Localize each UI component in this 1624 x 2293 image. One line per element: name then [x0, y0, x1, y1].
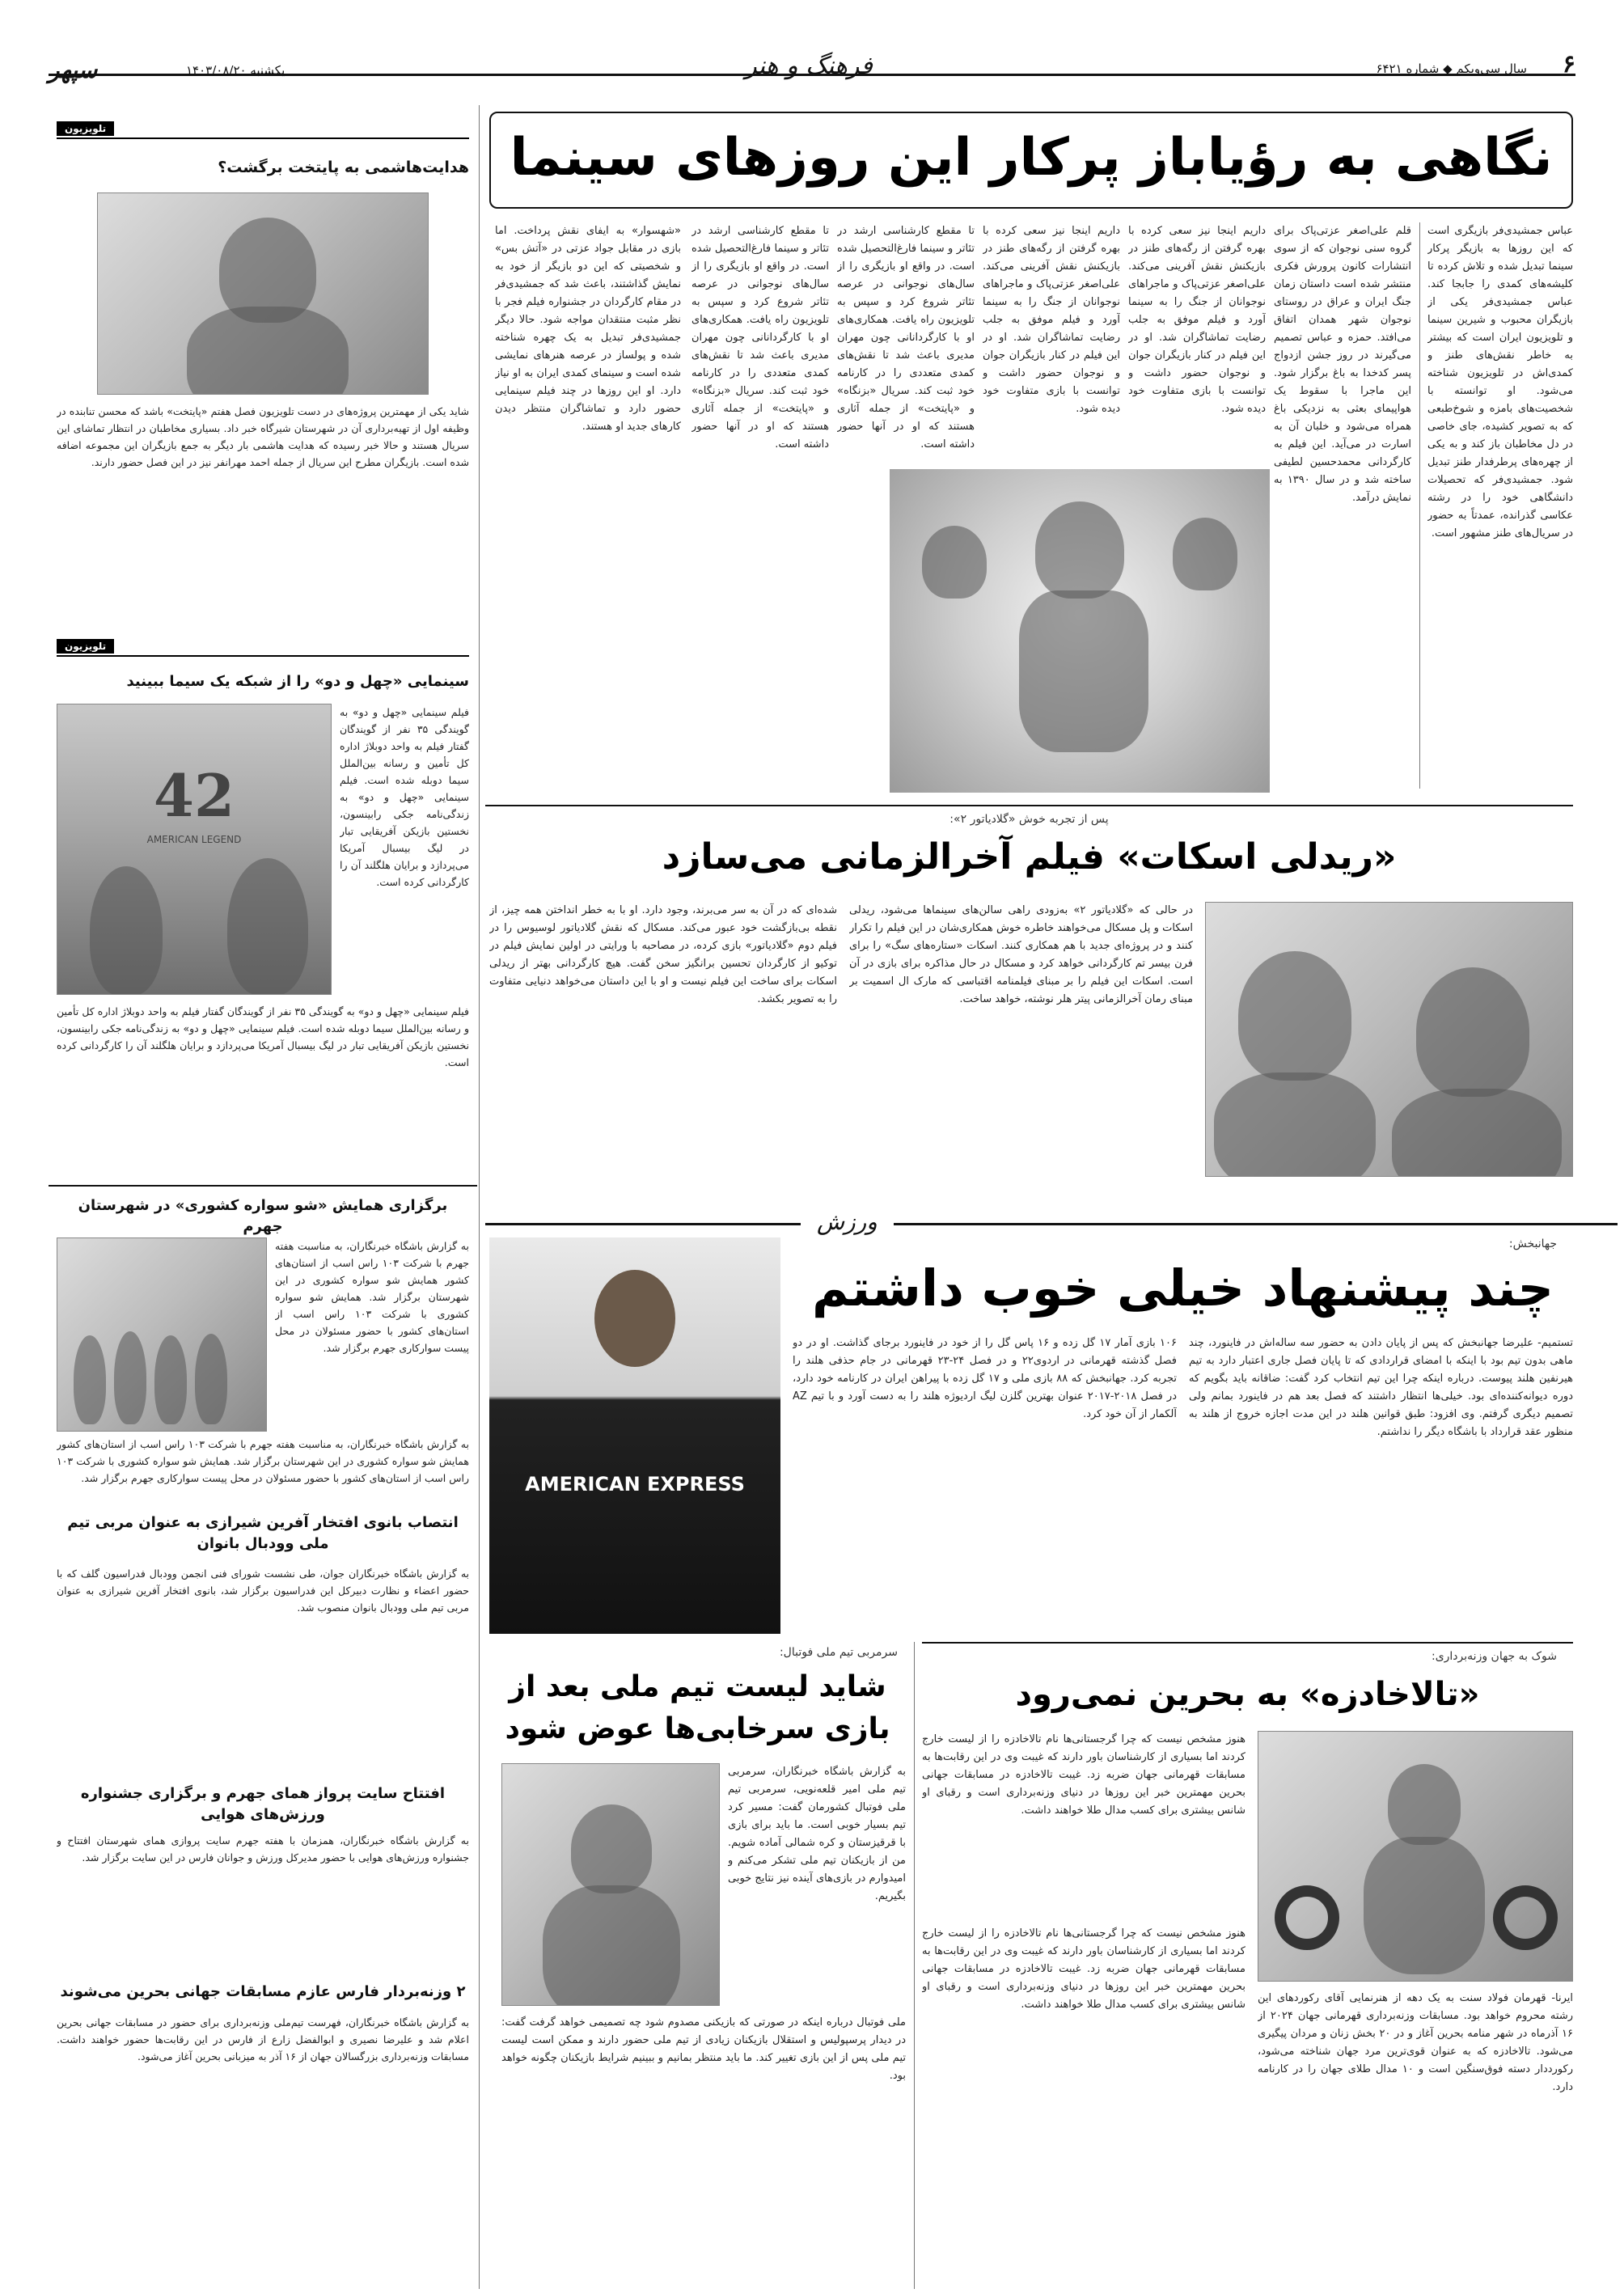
- s2-body: به گزارش باشگاه خبرنگاران جوان، طی نشست شورای فنی انجمن وودبال فدراسیون گلف که با حضور اعضاء و نظارت دبیرکل این فدراسیون برگزار شد، بانوی افتخار آفرین شیرازی به عنوان مربی تیم ملی وودبال بانوان منصوب شد.: [57, 1567, 469, 1614]
- tv2-body-side: فیلم سینمایی «چهل و دو» به گویندگی ۳۵ نفر از گویندگان گفتار فیلم به واحد دوبلاژ اداره کل تأمین و رسانه بین‌الملل سیما دوبله شده است. فیلم سینمایی «چهل و دو» به زندگی‌نامه جکی رابینسون، نخستین بازیکن آفریقایی تبار در لیگ بیسبال آمریکا می‌پردازد و برایان هلگلند آن را کارگردانی کرده است.: [340, 706, 469, 888]
- talakhadze-kicker: شوک به جهان وزنه‌برداری:: [1431, 1650, 1557, 1663]
- tv-badge: تلویزیون: [57, 639, 114, 654]
- s1-headline: برگزاری همایش «شو سواره کشوری» در شهرستان جهرم: [78, 1197, 448, 1235]
- actor-photo: [97, 192, 429, 395]
- movie-42-poster: [57, 704, 332, 995]
- tv2-headline: سینمایی «چهل و دو» را از شبکه یک سیما ببینید: [126, 673, 469, 690]
- s2-headline: انتصاب بانوی افتخار آفرین شیرازی به عنوان مربی تیم ملی وودبال بانوان: [67, 1514, 459, 1552]
- page-number: ۶: [1562, 50, 1575, 78]
- tv-badge-row-2: [57, 639, 469, 657]
- newspaper-logo: سپهر: [49, 57, 98, 83]
- ridley-mescal-photo: [1205, 902, 1573, 1177]
- film-poster-collage: [890, 469, 1270, 793]
- jersey-sponsor: AMERICAN EXPRESS: [525, 1473, 745, 1496]
- main-col-6: «شهسوار» به ایفای نقش پرداخت. اما بازی در مقابل جواد عزتی در «آتش بس» و شخصیتی که این دو بازیگر از خود به نمایش گذاشتند، باعث شد که جمشیدی‌فر در مقام کارگردان در جشنواره فیلم فجر با نظر مثبت منتقدان مواجه شود. حالا دیگر جمشیدی‌فر تبدیل به یک چهره شناخته شده و پولساز در عرصه هنرهای نمایشی شده است و سینمای کمدی ایران به او نیاز دارد. او این روزها در چند فیلم سینمایی حضور دارد و تماشاگران منتظر دیدن کارهای جدید او هستند.: [495, 225, 681, 433]
- sports-banner: [49, 1208, 1575, 1235]
- main-col-3: داریم اینجا نیز سعی کرده با بهره گرفتن از رگه‌های طنز در بازیکنش نقش آفرینی می‌کند. علی‌اصغر عزتی‌پاک و ماجراهای نوجوانان از جنگ را به سینما آورد و فیلم موفق به جلب رضایت تماشاگران شد. او در این فیلم در کنار بازیگران جوان و نوجوان حضور داشت و توانست با بازی متفاوت خود دیده شود.: [1128, 225, 1266, 415]
- main-col-4: تا مقطع کارشناسی ارشد در تئاتر و سینما فارغ‌التحصیل شده است. در واقع او بازیگری را از سال‌های نوجوانی در عرصه تئاتر شروع کرد و سپس به تلویزیون راه یافت. همکاری‌های او با کارگردانانی چون مهران مدیری باعث شد تا نقش‌های کمدی متعددی را در کارنامه خود ثبت کند. سریال «بزنگاه» و «پایتخت» از جمله آثاری هستند که او در آنها حضور داشته است.: [837, 225, 975, 451]
- tv1-body: شاید یکی از مهمترین پروژه‌های در دست تلویزیون فصل هفتم «پایتخت» باشد که محسن تنابنده در وظیفه اول از تهیه‌برداری آن در شهرستان شیرگاه خبر داد. بسیاری مخاطبان در انتظار تماشای این سریال هستند و حالا خبر رسیده که هدایت هاشمی بار دیگر به جمع بازیگران این مجموعه اضافه شده است. بازیگران مطرح این سریال از جمله احمد مهرانفر نیز در این فصل حضور دارند.: [57, 405, 469, 468]
- ridley-col-1: در حالی که «گلادیاتور ۲» به‌زودی راهی سالن‌های سینما‌ها می‌شود، ریدلی اسکات و پل مسکال می‌خواهند خاطره خوش همکاری‌شان در این فیلم را تکرار کنند و در پروژه‌ای جدید با هم همکاری کنند. اسکات «ستاره‌های سگ» را برای فرن بیسر تم کارگردانی خواهد کرد و مسکال در حال مذاکره برای بازی در آن است. اسکات این فیلم را بر مبنای فیلمنامه اقتباسی که مارک ال اسمیت بر مبنای رمان آخرالزمانی پیتر هلر نوشته، خواهد ساخت.: [849, 904, 1193, 1005]
- main-col-2: قلم علی‌اصغر عزتی‌پاک برای گروه سنی نوجوان که از سوی انتشارات کانون پرورش فکری منتشر شده است داستان زمان جنگ ایران و عراق در روستای نوجوان شهر همدان اتفاق می‌افتد. حمزه و عباس تصمیم می‌گیرند در روز جشن ازدواج پسر کدخدا به باغ برگزار شود. این ماجرا با سقوط یک هواپیمای بعثی به نزدیکی باغ همراه می‌شود و خلبان آن به اسارت در می‌آید. این فیلم به کارگردانی محمدحسین لطیفی ساخته شد و در سال ۱۳۹۰ به نمایش درآمد.: [1274, 225, 1411, 504]
- tv2-body: فیلم سینمایی «چهل و دو» به گویندگی ۳۵ نفر از گویندگان گفتار فیلم به واحد دوبلاژ اداره کل تأمین و رسانه بین‌الملل سیما دوبله شده است. فیلم سینمایی «چهل و دو» به زندگی‌نامه جکی رابینسون، نخستین بازیکن آفریقایی تبار در لیگ بیسبال آمریکا می‌پردازد و برایان هلگلند آن را کارگردانی کرده است.: [57, 1005, 469, 1068]
- section-title: فرهنگ و هنر: [745, 52, 873, 80]
- issue-date: یکشنبه ۱۴۰۳/۰۸/۲۰: [186, 63, 285, 78]
- jahanbakhsh-col-1: تستمیم- علیرضا جهانبخش که پس از پایان دادن به حضور سه ساله‌اش در فاینورد، چند ماهی بدون تیم بود با اینکه با امضای قراردادی که تا پایان فصل جاری اعتبار دارد به تیم هیرنفین هلند پیوست. درباره اینکه چرا این تیم انتخاب کرد گفت: ضاقانه باید بگویم که دوره دیوانه‌کننده‌ای بود. خیلی‌ها انتظار داشتند که فصل بعد هم در فاینورد بمانم ولی تصمیم دیگری گرفتم. وی افزود: طبق قوانین هلند در این مدت اجازه خروج از هلند به منظور عقد قرارداد با باشگاه دیگر را نداشتم.: [1189, 1337, 1573, 1438]
- sports-rule: [485, 1223, 1618, 1225]
- poster-caption: AMERICAN LEGEND: [146, 834, 242, 845]
- section-rule: [485, 805, 1573, 806]
- football-headline: شاید لیست تیم ملی بعد از بازی سرخابی‌ها عوض شود: [505, 1670, 890, 1745]
- col-rule: [1419, 222, 1420, 789]
- s1-body: به گزارش باشگاه خبرنگاران، به مناسبت هفته جهرم با شرکت ۱۰۳ راس اسب از استان‌های کشور همایش شو سواره کشوری در این شهرستان برگزار شد. همایش شو سواره کشوری با شرکت ۱۰۳ راس اسب از استان‌های کشور با حضور مسئولان در محل پیست سوارکاری جهرم برگزار شد.: [57, 1438, 469, 1484]
- s4-headline: ۲ وزنه‌بردار فارس عازم مسابقات جهانی بحرین می‌شوند: [60, 1983, 466, 2000]
- s4-body: به گزارش باشگاه خبرنگاران، فهرست تیم‌ملی وزنه‌برداری برای حضور در مسابقات جهانی بحرین اعلام شد و علیرضا نصیری و ابوالفضل زارع از فارس در این رقابت‌ها حضور خواهند داشت. مسابقات وزنه‌برداری بزرگسالان جهان از ۱۶ آذر به میزبانی بحرین آغاز می‌شود.: [57, 2016, 469, 2062]
- s3-body: به گزارش باشگاه خبرنگاران، همزمان با هفته جهرم سایت پروازی همای شهرستان افتتاح و جشنواره ورزش‌های هوایی با حضور مدیرکل ورزش و جوانان فارس در این سایت برگزار شد.: [57, 1834, 469, 1864]
- jahanbakhsh-headline: چند پیشنهاد خیلی خوب داشتم: [811, 1259, 1554, 1318]
- ridley-col-2: شده‌ای که در آن به سر می‌برند، وجود دارد. او با به خطر انداختن همه چیز، از نقطه بی‌بازگشت خود عبور می‌کند. مسکال که نقش گلادیاتور لوسیوس را در فیلم دوم «گلادیاتور» بازی کرده، در مصاحبه با ورایتی در اولین نمایش فیلم در توکیو از کارگردان تحسین برانگیز سخن گفت. هیچ کارگردانی بهتر از ریدلی اسکات برای ساخت این فیلم نیست و او با این داستان می‌خواهد دنیایی متفاوت را به تصویر بکشد.: [489, 904, 837, 1005]
- section-rule: [922, 1642, 1573, 1644]
- tv1-headline: هدایت‌هاشمی به پایتخت برگشت؟: [218, 159, 469, 176]
- football-kicker: سرمربی تیم ملی فوتبال:: [779, 1646, 898, 1659]
- poster-number: 42: [153, 761, 235, 830]
- col-rule: [914, 1642, 915, 2289]
- main-col-3b: داریم اینجا نیز سعی کرده با بهره گرفتن از رگه‌های طنز در بازیکنش نقش آفرینی می‌کند. علی‌اصغر عزتی‌پاک و ماجراهای نوجوانان از جنگ را به سینما آورد و فیلم موفق به جلب رضایت تماشاگران شد. او در این فیلم در کنار بازیگران جوان و نوجوان حضور داشت و توانست با بازی متفاوت خود دیده شود.: [983, 225, 1120, 415]
- ridley-kicker: پس از تجربه خوش «گلادیاتور ۲»:: [949, 813, 1109, 826]
- s1-body-side: به گزارش باشگاه خبرنگاران، به مناسبت هفته جهرم با شرکت ۱۰۳ راس اسب از استان‌های کشور همایش شو سواره کشوری در این شهرستان برگزار شد. همایش شو سواره کشوری با شرکت ۱۰۳ راس اسب از استان‌های کشور با حضور مسئولان در محل پیست سوارکاری جهرم برگزار شد.: [275, 1240, 469, 1354]
- s3-headline: افتتاح سایت پرواز همای جهرم و برگزاری جشنواره ورزش‌های هوایی: [80, 1785, 446, 1823]
- sidebar-divider: [479, 105, 480, 2289]
- jahanbakhsh-photo: [489, 1237, 780, 1634]
- main-col-1: عباس جمشیدی‌فر بازیگری است که این روزها به بازیگر پرکار سینما تبدیل شده و تلاش کرده تا کلیشه‌های کمدی را جابجا کند. عباس جمشیدی‌فر یکی از بازیگران محبوب و شیرین سینما و تلویزیون ایران است که بیشتر به خاطر نقش‌های طنز و کمدی‌اش در تلویزیون شناخته می‌شود. او توانسته با شخصیت‌های بامزه و شوخ‌طبعی که به تصویر کشیده، جای خاصی در دل مخاطبان باز کند و به یکی از چهره‌های پرطرفدار طنز تبدیل شود. جمشیدی‌فر که تحصیلات دانشگاهی خود را در رشته عکاسی گذرانده، عمدتاً به حضور در سریال‌های طنز مشهور است.: [1427, 225, 1573, 539]
- issue-info: سال سی‌ویکم ◆ شماره ۶۴۲۱: [1376, 61, 1527, 76]
- weightlifter-photo: [1258, 1731, 1573, 1982]
- football-col-2: ملی فوتبال درباره اینکه در صورتی که بازیکنی مصدوم شود چه تصمیمی خواهد گرفت گفت: در دیدار پرسپولیس و استقلال بازیکنان زیادی از تیم ملی حضور دارند و ممکن است لیست تیم ملی پس از این بازی تغییر کند. ما باید منتظر بمانیم و ببینیم شرایط بازیکنان چگونه خواهد بود.: [501, 2016, 906, 2082]
- tv-badge: تلویزیون: [57, 121, 114, 136]
- tv-badge-row: [57, 121, 469, 139]
- talakhadze-col-1: هنوز مشخص نیست که چرا گرجستانی‌ها نام تالاخادزه را از لیست خارج کردند اما بسیاری از کارشناسان باور دارند که غیبت وی در این رقابت‌ها به مسابقات قهرمانی جهان ضربه زد. غیبت تالاخادزه در مسابقات جهانی بحرین مهمترین خبر این روزها در دنیای وزنه‌برداری است و رقبای او شانس بیشتری برای کسب مدال طلا خواهند داشت.: [922, 1733, 1245, 1817]
- ridley-headline: «ریدلی اسکات» فیلم آخرالزمانی می‌سازد: [662, 836, 1397, 878]
- sports-section-title: ورزش: [801, 1208, 894, 1235]
- ghalenoei-photo: [501, 1763, 720, 2006]
- sidebar-rule: [49, 1185, 477, 1187]
- talakhadze-headline: «تالاخادزه» به بحرین نمی‌رود: [1015, 1676, 1480, 1713]
- jahanbakhsh-col-2: ۱۰۶ بازی آمار ۱۷ گل زده و ۱۶ پاس گل را از خود در فاینورد برجای گذاشت. او در دو فصل گذشته قهرمانی در اردوی‌۲۲ و در فصل ۲۴-۲۳ قهرمانی در جام حذفی هلند را تجربه کرد. جهانبخش که ۸۸ بازی ملی و ۱۷ گل زده با پیراهن ایران در کارنامه خود دارد، در فصل ۲۰۱۸-۲۰۱۷ عنوان بهترین گلزن لیگ اردیوژه هلند را به دست آورد و با تیم AZ آلکمار از آن خود کرد.: [793, 1337, 1177, 1420]
- talakhadze-col-2: ایرنا- قهرمان فولاد سنت به یک دهه از هنرنمایی آقای رکوردهای این رشته محروم خواهد بود. مسابقات وزنه‌برداری قهرمانی جهان ۲۰۲۴ از ۱۶ آذرماه در شهر منامه بحرین آغاز و در ۲۰ بخش زنان و مردان پیگیری می‌شود. تالاخادزه که به عنوان قوی‌ترین مرد جهان شناخته می‌شود، رکورددار دسته فوق‌سنگین است و ۱۰ مدال طلای جهان را در کارنامه دارد.: [1258, 1992, 1573, 2093]
- football-col-1: به گزارش باشگاه خبرنگاران، سرمربی تیم ملی امیر قلعه‌نویی، سرمربی تیم ملی فوتبال کشورمان گفت: مسیر کرد تیم بسیار خوبی است. ما باید برای بازی با قرقیزستان و کره شمالی آماده شویم. من از بازیکنان تیم ملی تشکر می‌کنم و امیدوارم در بازی‌های آینده نیز نتایج خوبی بگیریم.: [728, 1766, 906, 1902]
- main-headline: نگاهی به رؤیاباز پرکار این روزهای سینما: [510, 128, 1553, 188]
- main-col-5: تا مقطع کارشناسی ارشد در تئاتر و سینما فارغ‌التحصیل شده است. در واقع او بازیگری را از سال‌های نوجوانی در عرصه تئاتر شروع کرد و سپس به تلویزیون راه یافت. همکاری‌های او با کارگردانانی چون مهران مدیری باعث شد تا نقش‌های کمدی متعددی را در کارنامه خود ثبت کند. سریال «بزنگاه» و «پایتخت» از جمله آثاری هستند که او در آنها حضور داشته است.: [691, 225, 829, 451]
- jahanbakhsh-kicker: جهانبخش:: [1508, 1237, 1557, 1250]
- talakhadze-col-1b: هنوز مشخص نیست که چرا گرجستانی‌ها نام تالاخادزه را از لیست خارج کردند اما بسیاری از کارشناسان باور دارند که غیبت وی در این رقابت‌ها به مسابقات قهرمانی جهان ضربه زد. غیبت تالاخادزه در مسابقات جهانی بحرین مهمترین خبر این روزها در دنیای وزنه‌برداری است و رقبای او شانس بیشتری برای کسب مدال طلا خواهند داشت.: [922, 1927, 1245, 2011]
- ceremony-photo: [57, 1237, 267, 1432]
